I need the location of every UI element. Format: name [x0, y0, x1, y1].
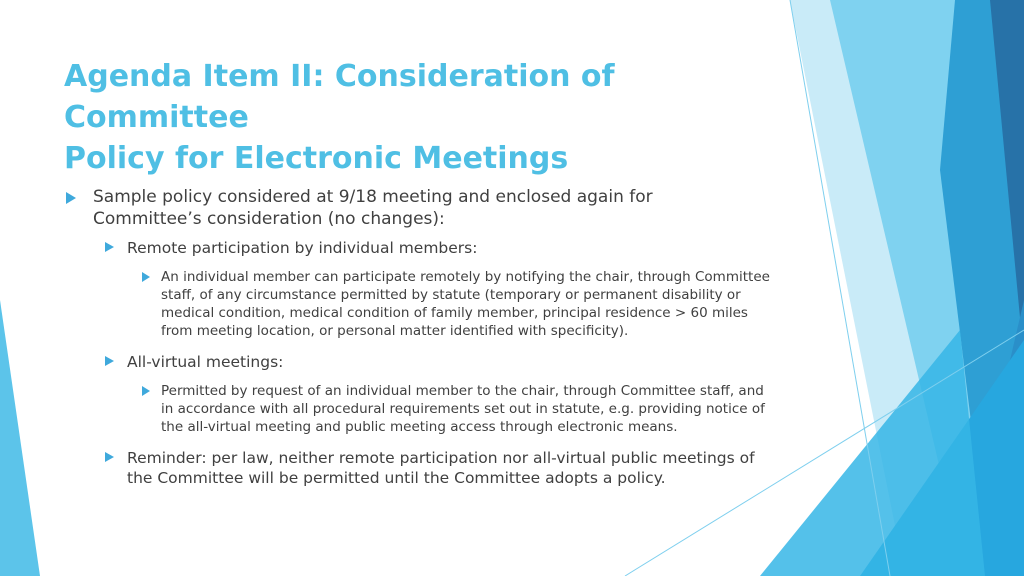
bullet-text: Reminder: per law, neither remote participation nor all-virtual public meetings of [127, 449, 755, 467]
slide-title [64, 56, 804, 179]
bullet-text: the Committee will be permitted until the Committee adopts a policy. [127, 469, 666, 487]
bullet-item [66, 186, 786, 230]
sub-sub-bullet-item [142, 382, 786, 436]
sub-bullet-item [105, 352, 786, 372]
left-edge-shape [0, 300, 40, 576]
bullet-text: Sample policy considered at 9/18 meeting and enclosed again for [93, 187, 653, 207]
bullet-text: Permitted by request of an individual member to the chair, through Committee staff, and [161, 383, 764, 399]
bullet-text: medical condition, medical condition of family member, principal residence > 60 miles [161, 305, 748, 321]
bullet-list [66, 186, 786, 498]
bullet-text: staff, of any circumstance permitted by statute (temporary or permanent disability or [161, 287, 741, 303]
bullet-text: All-virtual meetings: [127, 353, 284, 371]
sub-bullet-item [105, 238, 786, 258]
bullet-arrow-icon [142, 272, 150, 282]
bullet-text: in accordance with all procedural requirements set out in statute, e.g. providing notice of [161, 401, 765, 417]
bullet-text: Remote participation by individual members: [127, 239, 478, 257]
bullet-arrow-icon [142, 386, 150, 396]
bullet-text: An individual member can participate remotely by notifying the chair, through Committee [161, 269, 770, 285]
bullet-text: the all-virtual meeting and public meeting access through electronic means. [161, 419, 678, 435]
bullet-arrow-icon [105, 356, 114, 366]
bullet-arrow-icon [66, 192, 76, 204]
slide-title-line: Agenda Item II: Consideration of Committee [64, 59, 615, 135]
bullet-text: from meeting location, or personal matter identified with specificity). [161, 323, 629, 339]
sub-sub-bullet-item [142, 268, 786, 340]
slide-title-line: Policy for Electronic Meetings [64, 141, 569, 176]
bullet-arrow-icon [105, 452, 114, 462]
sub-bullet-item [105, 448, 786, 488]
bullet-text: Committee’s consideration (no changes): [93, 209, 445, 229]
bullet-arrow-icon [105, 242, 114, 252]
